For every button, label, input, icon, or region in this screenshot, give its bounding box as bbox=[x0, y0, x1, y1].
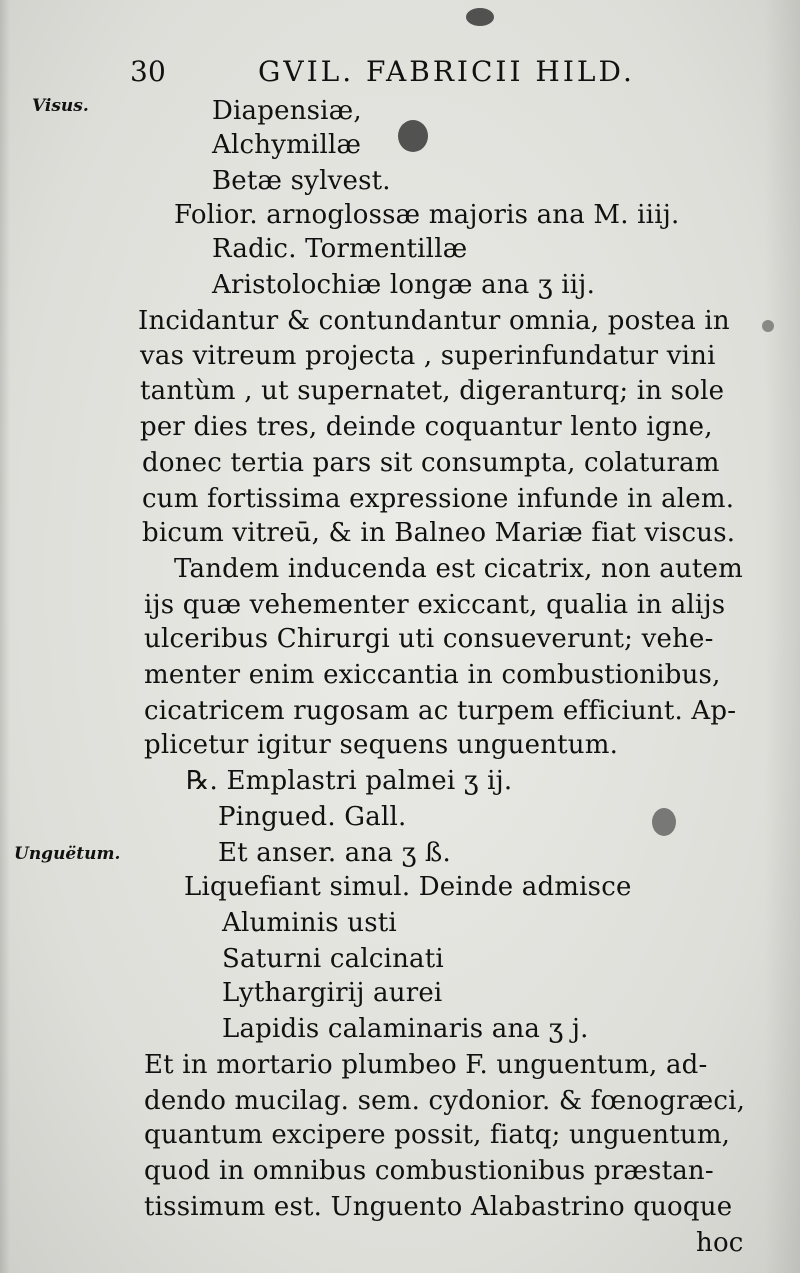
text-line: Diapensiæ, bbox=[212, 96, 362, 126]
running-head: GVIL. FABRICII HILD. bbox=[258, 55, 635, 88]
text-line: cicatricem rugosam ac turpem efficiunt. Ap- bbox=[144, 696, 737, 726]
text-line: per dies tres, deinde coquantur lento igne, bbox=[140, 412, 713, 442]
margin-note-unguentum: Unguëtum. bbox=[14, 844, 121, 864]
text-line: plicetur igitur sequens unguentum. bbox=[144, 730, 619, 760]
text-line: ijs quæ vehementer exiccant, qualia in alijs bbox=[144, 590, 726, 620]
text-line: Tandem inducenda est cicatrix, non autem bbox=[174, 554, 743, 584]
text-line: Et in mortario plumbeo F. unguentum, ad- bbox=[144, 1050, 708, 1080]
text-line: Lythargirij aurei bbox=[222, 978, 443, 1008]
margin-note-visus: Visus. bbox=[32, 96, 89, 116]
text-line: Aristolochiæ longæ ana ʒ iij. bbox=[212, 270, 596, 300]
text-line: menter enim exiccantia in combustionibus, bbox=[144, 660, 721, 690]
text-line: donec tertia pars sit consumpta, colaturam bbox=[142, 448, 720, 478]
text-line: quantum excipere possit, fiatq; unguentum, bbox=[144, 1120, 731, 1150]
ink-stain-right bbox=[652, 808, 676, 836]
text-line: ulceribus Chirurgi uti consueverunt; vehe- bbox=[144, 624, 714, 654]
page-gutter-shadow bbox=[0, 0, 10, 1273]
text-line: Liquefiant simul. Deinde admisce bbox=[184, 872, 632, 902]
ink-stain-margin bbox=[762, 320, 774, 332]
text-line: Betæ sylvest. bbox=[212, 166, 391, 196]
text-line: Alchymillæ bbox=[212, 130, 362, 160]
ink-stain-upper bbox=[398, 120, 428, 152]
text-line: quod in omnibus combustionibus præstan- bbox=[144, 1156, 714, 1186]
catchword: hoc bbox=[696, 1228, 744, 1258]
text-line: ℞. Emplastri palmei ʒ ij. bbox=[186, 766, 513, 796]
text-line: Saturni calcinati bbox=[222, 944, 444, 974]
text-line: cum fortissima expressione infunde in alem. bbox=[142, 484, 735, 514]
page-edge-shadow bbox=[764, 0, 800, 1273]
text-line: Radic. Tormentillæ bbox=[212, 234, 468, 264]
text-line: bicum vitreū, & in Balneo Mariæ fiat viscus. bbox=[142, 518, 736, 548]
text-line: Folior. arnoglossæ majoris ana M. iiij. bbox=[174, 200, 680, 230]
text-line: tissimum est. Unguento Alabastrino quoque bbox=[144, 1192, 733, 1222]
text-line: Pingued. Gall. bbox=[218, 802, 407, 832]
text-line: dendo mucilag. sem. cydonior. & fœnogræci, bbox=[144, 1086, 746, 1116]
text-line: Aluminis usti bbox=[222, 908, 397, 938]
text-line: Et anser. ana ʒ ß. bbox=[218, 838, 451, 868]
text-line: tantùm , ut supernatet, digeranturq; in sole bbox=[140, 376, 725, 406]
text-line: Incidantur & contundantur omnia, postea in bbox=[138, 306, 730, 336]
text-line: vas vitreum projecta , superinfundatur vini bbox=[140, 341, 716, 371]
ink-stain-top bbox=[466, 8, 494, 26]
text-line: Lapidis calaminaris ana ʒ j. bbox=[222, 1014, 589, 1044]
page-number: 30 bbox=[130, 55, 167, 88]
